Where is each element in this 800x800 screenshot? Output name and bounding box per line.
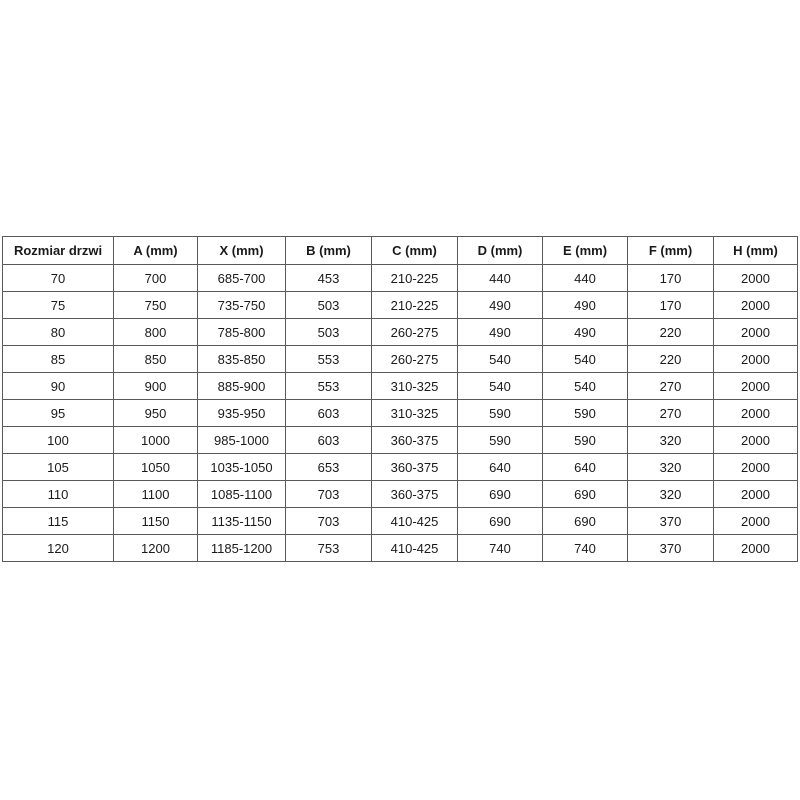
- table-cell: 2000: [714, 292, 798, 319]
- table-cell: 603: [286, 400, 372, 427]
- table-cell: 935-950: [198, 400, 286, 427]
- table-cell: 690: [543, 508, 628, 535]
- table-cell: 590: [543, 427, 628, 454]
- table-row: [3, 535, 798, 562]
- table-cell: 1050: [114, 454, 198, 481]
- table-cell: 370: [628, 508, 714, 535]
- table-cell: 900: [114, 373, 198, 400]
- table-row: [3, 319, 798, 346]
- table-cell: 850: [114, 346, 198, 373]
- table-cell: 2000: [714, 508, 798, 535]
- column-header-a: A (mm): [114, 237, 198, 265]
- table-cell: 540: [458, 373, 543, 400]
- table-cell: 740: [543, 535, 628, 562]
- table-cell: 640: [543, 454, 628, 481]
- table-cell: 590: [543, 400, 628, 427]
- table-cell: 700: [114, 265, 198, 292]
- table-cell: 105: [3, 454, 114, 481]
- table-cell: 490: [543, 292, 628, 319]
- table-cell: 370: [628, 535, 714, 562]
- table-cell: 2000: [714, 454, 798, 481]
- table-row: [3, 508, 798, 535]
- table-cell: 1135-1150: [198, 508, 286, 535]
- table-cell: 1200: [114, 535, 198, 562]
- table-cell: 2000: [714, 265, 798, 292]
- table-cell: 410-425: [372, 508, 458, 535]
- table-cell: 210-225: [372, 292, 458, 319]
- table-cell: 220: [628, 346, 714, 373]
- table-body: [3, 265, 798, 562]
- table-cell: 740: [458, 535, 543, 562]
- table-cell: 170: [628, 265, 714, 292]
- column-header-h: H (mm): [714, 237, 798, 265]
- table-cell: 1100: [114, 481, 198, 508]
- column-header-x: X (mm): [198, 237, 286, 265]
- table-cell: 270: [628, 400, 714, 427]
- table-cell: 753: [286, 535, 372, 562]
- table-cell: 360-375: [372, 481, 458, 508]
- table-cell: 2000: [714, 481, 798, 508]
- table-cell: 115: [3, 508, 114, 535]
- table-row: [3, 373, 798, 400]
- table-cell: 685-700: [198, 265, 286, 292]
- table-cell: 540: [458, 346, 543, 373]
- table-cell: 835-850: [198, 346, 286, 373]
- table-cell: 553: [286, 346, 372, 373]
- table-cell: 220: [628, 319, 714, 346]
- table-cell: 320: [628, 427, 714, 454]
- table-cell: 270: [628, 373, 714, 400]
- table-cell: 503: [286, 319, 372, 346]
- table-cell: 1185-1200: [198, 535, 286, 562]
- table-cell: 120: [3, 535, 114, 562]
- table-cell: 260-275: [372, 319, 458, 346]
- table-cell: 310-325: [372, 373, 458, 400]
- table-cell: 785-800: [198, 319, 286, 346]
- table-cell: 540: [543, 373, 628, 400]
- table-cell: 2000: [714, 400, 798, 427]
- column-header-f: F (mm): [628, 237, 714, 265]
- table-cell: 2000: [714, 373, 798, 400]
- table-cell: 1085-1100: [198, 481, 286, 508]
- column-header-e: E (mm): [543, 237, 628, 265]
- table-cell: 2000: [714, 535, 798, 562]
- table-cell: 360-375: [372, 454, 458, 481]
- table-cell: 100: [3, 427, 114, 454]
- table-cell: 85: [3, 346, 114, 373]
- table-cell: 885-900: [198, 373, 286, 400]
- table-cell: 603: [286, 427, 372, 454]
- door-size-spec-table: [2, 236, 798, 562]
- table-cell: 703: [286, 508, 372, 535]
- table-cell: 320: [628, 454, 714, 481]
- table-cell: 490: [458, 319, 543, 346]
- header-row: [3, 237, 798, 265]
- table-cell: 985-1000: [198, 427, 286, 454]
- table-cell: 2000: [714, 319, 798, 346]
- table-cell: 590: [458, 400, 543, 427]
- table-cell: 553: [286, 373, 372, 400]
- table-cell: 735-750: [198, 292, 286, 319]
- table-cell: 310-325: [372, 400, 458, 427]
- table-cell: 170: [628, 292, 714, 319]
- table-cell: 703: [286, 481, 372, 508]
- table-row: [3, 427, 798, 454]
- table-cell: 90: [3, 373, 114, 400]
- table-row: [3, 265, 798, 292]
- table-cell: 653: [286, 454, 372, 481]
- table-cell: 800: [114, 319, 198, 346]
- table-cell: 490: [543, 319, 628, 346]
- table-cell: 503: [286, 292, 372, 319]
- table-cell: 590: [458, 427, 543, 454]
- table-cell: 320: [628, 481, 714, 508]
- table-cell: 1035-1050: [198, 454, 286, 481]
- table-cell: 410-425: [372, 535, 458, 562]
- table-row: [3, 454, 798, 481]
- table-cell: 690: [543, 481, 628, 508]
- table-row: [3, 481, 798, 508]
- table-cell: 490: [458, 292, 543, 319]
- table-cell: 950: [114, 400, 198, 427]
- column-header-b: B (mm): [286, 237, 372, 265]
- table-cell: 95: [3, 400, 114, 427]
- table-cell: 750: [114, 292, 198, 319]
- table-cell: 440: [543, 265, 628, 292]
- table-cell: 110: [3, 481, 114, 508]
- table-cell: 75: [3, 292, 114, 319]
- table-cell: 2000: [714, 346, 798, 373]
- table-cell: 453: [286, 265, 372, 292]
- table-cell: 80: [3, 319, 114, 346]
- table-cell: 640: [458, 454, 543, 481]
- column-header-d: D (mm): [458, 237, 543, 265]
- table-cell: 1000: [114, 427, 198, 454]
- column-header-rozmiar-drzwi: Rozmiar drzwi: [3, 237, 114, 265]
- table-cell: 440: [458, 265, 543, 292]
- column-header-c: C (mm): [372, 237, 458, 265]
- table-cell: 540: [543, 346, 628, 373]
- table-row: [3, 292, 798, 319]
- table-cell: 690: [458, 508, 543, 535]
- table-cell: 260-275: [372, 346, 458, 373]
- table-cell: 210-225: [372, 265, 458, 292]
- table-cell: 70: [3, 265, 114, 292]
- table-cell: 2000: [714, 427, 798, 454]
- table-cell: 360-375: [372, 427, 458, 454]
- table-row: [3, 400, 798, 427]
- table-cell: 1150: [114, 508, 198, 535]
- table-cell: 690: [458, 481, 543, 508]
- table-row: [3, 346, 798, 373]
